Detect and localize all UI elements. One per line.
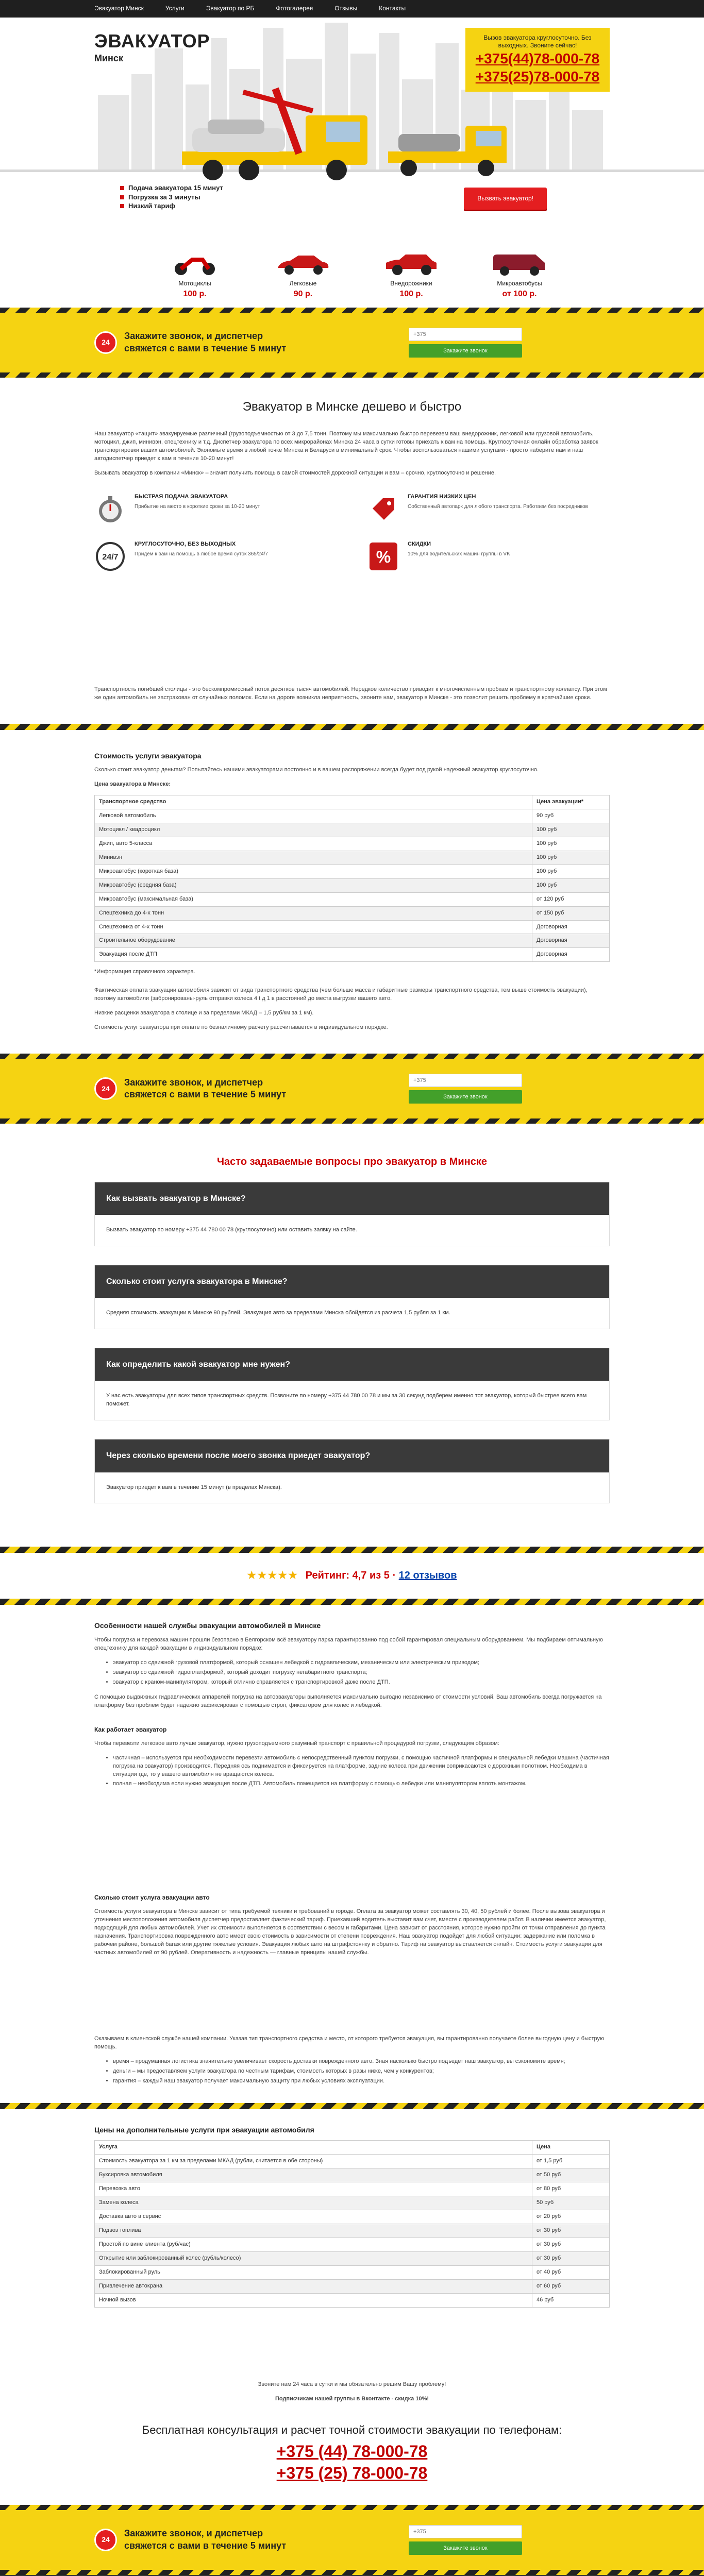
- list-item: • эвакуатор с краном-манипулятором, который отлично справляется с транспортировкой даже после ДТП.: [113, 1679, 610, 1687]
- table-cell: Мотоцикл / квадроцикл: [95, 823, 532, 837]
- callback-message: [124, 2528, 286, 2552]
- how-title: Как работает эвакуатор: [94, 1726, 167, 1734]
- hero-bullet: Подача эвакуатора 15 минут: [120, 183, 223, 193]
- cost2-paragraph: Оказываем в клиентской службе нашей компании. Указав тип транспортного средства и место, от которого требуется эвакуация, вы гарантированно получаете более выгодную цену и быструю помощь.: [94, 2036, 605, 2050]
- feature-item: [94, 493, 337, 525]
- consult-block: [0, 2410, 704, 2505]
- table-row: [95, 2224, 610, 2238]
- clock-24-7-icon: [94, 540, 126, 572]
- callback-band: [0, 2505, 704, 2575]
- nav-item[interactable]: Эвакуатор по РБ: [206, 5, 255, 12]
- table-cell: Спецтехника от 4-х тонн: [95, 920, 532, 934]
- consult-phone-2[interactable]: +375 (25) 78-000-78: [276, 2464, 428, 2483]
- cost-paragraph: Сколько стоит эвакуатор деньгам? Попытайтесь нашими эвакуаторами постоянно и в вашем распоряжении всегда будет под рукой надежный эвакуатор круглосуточно.: [94, 767, 539, 773]
- table-cell: от 30 руб: [532, 2224, 610, 2238]
- callback-form: [409, 1074, 522, 1104]
- table-cell: 100 руб: [532, 837, 610, 851]
- how-paragraph: Чтобы перевезти легковое авто лучше эвакуатор, нужно грузоподъемного разумный транспорт с правильной процедурой погрузки, следующим образом:: [94, 1740, 499, 1747]
- rating: [0, 1553, 704, 1599]
- logo[interactable]: [94, 32, 210, 65]
- car-category[interactable]: [481, 252, 558, 300]
- logo-title: ЭВАКУАТОР: [94, 30, 210, 52]
- feature-desc: Собственный автопарк для любого транспорта. Работаем без посредников: [408, 504, 588, 510]
- 24h-icon: 24: [94, 2529, 117, 2551]
- table-row: [95, 948, 610, 962]
- callback-message-line: свяжется с вами в течение 5 минут: [124, 1089, 287, 1100]
- car-label: Легковые: [289, 280, 317, 287]
- callback-message-line: Закажите звонок, и диспетчер: [124, 331, 263, 342]
- feature-item: [94, 540, 337, 572]
- faq-item[interactable]: [94, 1439, 610, 1503]
- features2-title: Особенности нашей службы эвакуации автомобилей в Минске: [94, 1621, 321, 1630]
- table-cell: Привлечение автокрана: [95, 2279, 532, 2293]
- table-cell: Договорная: [532, 934, 610, 948]
- motorcycle-icon: [172, 252, 218, 276]
- svg-text:%: %: [376, 548, 391, 567]
- extra-title: Цены на дополнительные услуги при эвакуации автомобиля: [94, 2126, 314, 2134]
- table-cell: Эвакуация после ДТП: [95, 948, 532, 962]
- table-header: Услуга: [95, 2141, 532, 2155]
- table-cell: Простой по вине клиента (руб/час): [95, 2238, 532, 2251]
- table-cell: Заблокированный руль: [95, 2265, 532, 2279]
- cost-subtitle: Цена эвакуатора в Минске:: [94, 781, 171, 788]
- faq-answer: Эвакуатор приедет к вам в течение 15 минут (в пределах Минска).: [106, 1484, 282, 1490]
- intro-title: Эвакуатор в Минске дешево и быстро: [242, 399, 462, 414]
- cost-paragraph: Фактическая оплата эвакуации автомобиля зависит от вида транспортного средства (чем больше масса и габаритные размеры транспортного средства, тем выше стоимость эвакуации), поэтому автомобили (забронированы-руль отправки колеса 4 t д 1 в расстояний до места выгрузки вашего авто.: [94, 987, 588, 1002]
- hero-bullets: [120, 183, 223, 211]
- table-cell: от 1,5 руб: [532, 2155, 610, 2168]
- order-call-button[interactable]: Закажите звонок: [409, 1090, 522, 1104]
- phone-input[interactable]: [409, 2525, 522, 2538]
- feature-item: [367, 540, 610, 572]
- table-cell: Джип, авто 5-класса: [95, 837, 532, 851]
- sedan-icon: [275, 252, 331, 276]
- features2-paragraph: С помощью выдвижных гидравлических аппарелей погрузка на автоэвакуаторы выполняется максимально выгодно независимо от стоимости условий. Ваш автомобиль всегда погружается на платформу без проблем будет надежно зафиксирован с помощью строп, фиксатором для колес и лебедкой.: [94, 1694, 602, 1709]
- faq-question[interactable]: Как определить какой эвакуатор мне нужен?: [95, 1348, 609, 1381]
- order-call-button[interactable]: Закажите звонок: [409, 344, 522, 358]
- feature-desc: 10% для водительских машин группы в VK: [408, 551, 510, 557]
- intro-paragraph: Транспортность погибшей столицы - это бескомпромиссный поток десятков тысяч автомобилей. Нередкое количество приводит к многочисленным пробкам и транспортному коллапсу. При этом же один автомобиль не застрахован от случайных поломок. Если на дороге возникла неприятность, звоните нам, эвакуатор в Минске - это позволит решить проблему в кратчайшие сроки.: [94, 686, 607, 701]
- header-phone-1[interactable]: +375(44)78-000-78: [475, 50, 600, 66]
- hero-bullet: Погрузка за 3 минуты: [120, 193, 223, 202]
- extra-note: Подписчикам нашей группы в Вконтакте - скидка 10%!: [275, 2395, 429, 2402]
- table-cell: от 40 руб: [532, 2265, 610, 2279]
- table-cell: Спецтехника до 4-х тонн: [95, 906, 532, 920]
- cost-title: Стоимость услуги эвакуатора: [94, 751, 202, 760]
- car-label: Внедорожники: [390, 280, 432, 287]
- table-cell: 100 руб: [532, 878, 610, 892]
- table-cell: 46 руб: [532, 2293, 610, 2307]
- faq-item[interactable]: [94, 1182, 610, 1246]
- list-item: • гарантия – каждый наш эвакуатор получает максимальную защиту при любых условиях эксплуатации.: [113, 2077, 610, 2086]
- table-cell: Буксировка автомобиля: [95, 2168, 532, 2182]
- table-row: [95, 892, 610, 906]
- faq-question[interactable]: Как вызвать эвакуатор в Минске?: [95, 1182, 609, 1215]
- callback-message-line: свяжется с вами в течение 5 минут: [124, 343, 287, 353]
- table-cell: Договорная: [532, 920, 610, 934]
- table-cell: Подвоз топлива: [95, 2224, 532, 2238]
- table-row: [95, 2182, 610, 2196]
- faq-answer: У нас есть эвакуаторы для всех типов транспортных средств. Позвоните по номеру +375 44 780 00 78 и мы за 30 секунд подберем именно тот эвакуатор, который быстрее всего вам поможет.: [106, 1393, 587, 1408]
- table-cell: Легковой автомобиль: [95, 809, 532, 823]
- table-row: [95, 851, 610, 865]
- table-row: [95, 2168, 610, 2182]
- table-cell: Ночной вызов: [95, 2293, 532, 2307]
- reviews-link[interactable]: 12 отзывов: [398, 1570, 457, 1582]
- nav-item[interactable]: Контакты: [379, 5, 406, 12]
- callback-message-line: Закажите звонок, и диспетчер: [124, 1077, 263, 1088]
- percent-icon: [367, 540, 399, 572]
- intro-paragraph: Наш эвакуатор «тащит» эвакуируемые различный (грузоподъемностью от 3 до 7,5 тонн. Поэтому мы максимально быстро перевезем ваш внедорожник, легковой или грузовой автомобиль, мотоцикл, джип, минивэн, спецтехнику и т.д. Диспетчер эвакуатора по всех микрорайонах Минска 24 часа в сутки готовы приехать к вам на помощь. Круглосуточная онлайн обработка заявок транспортировки ваших автомобилей. Экономьте время в любой точке Минска и Беларуси в минимальный срок. Чтобы воспользоваться нашими услугами - просто наберите нам и наш автодиспетчер приедет к вам в течение 10-20 минут!: [94, 431, 598, 462]
- table-row: [95, 934, 610, 948]
- minibus-icon: [491, 252, 548, 276]
- phone-input[interactable]: [409, 328, 522, 341]
- table-cell: от 120 руб: [532, 892, 610, 906]
- table-cell: 100 руб: [532, 851, 610, 865]
- extra-note: Звоните нам 24 часа в сутки и мы обязательно решим Вашу проблему!: [258, 2381, 446, 2387]
- cost2-paragraph: Стоимость услуги эвакуатора в Минске зависит от типа требуемой техники и требований в городе. Оплата за эвакуатор может составлять 30, 40, 50 рублей и более. После вызова эвакуатора и уточнения местоположения автомобиля диспетчер предоставляет фактический тариф. Приехавший водитель выставит вам счет, вместе с производителем работ. В наличии имеется эвакуатор, подходящий для любых автомобилей. Учет их стоимости выполняется в соответствии с весом и габаритами. Цена зависит от расстояния, которое нужно пройти от точки отправления до пункта назначения. Транспортировка поврежденного авто имеет свою стоимость в зависимости от степени повреждения. Наш эвакуатор подойдет для любой ситуации: задержание или поломка в рабочем районе, большой багаж или другие тяжелые условия. Эвакуация любых авто на штрафстоянку и обратно. Тариф на эвакуатор выставляется онлайн. Стоимость услуги эвакуации для частных автомобилей от 90 рублей. Оперативность и надежность — главные принципы нашей службы.: [94, 1908, 606, 1956]
- list-item: • частичная – используется при необходимости перевезти автомобиль с непосредственный пунктом погрузки, с помощью частичной платформы и специальной лебедки машина (частичная погрузка на эвакуатор) производится. Передняя ось поднимается и фиксируется на платформе, задние колеса при движении соприкасаются с дорожным полотном. Необходима в ситуации где, то у вашего автомобиля не вращаются колеса.: [113, 1754, 610, 1779]
- table-row: [95, 920, 610, 934]
- feature-title: КРУГЛОСУТОЧНО, БЕЗ ВЫХОДНЫХ: [135, 541, 236, 548]
- feature-desc: Прибытие на место в короткие сроки за 10-20 минут: [135, 504, 260, 510]
- table-cell: 50 руб: [532, 2196, 610, 2210]
- hero: [0, 18, 704, 248]
- header-phone-2[interactable]: +375(25)78-000-78: [475, 69, 600, 84]
- cost2-title: Сколько стоит услуга эвакуации авто: [94, 1894, 210, 1902]
- faq-item[interactable]: [94, 1348, 610, 1420]
- list-item: • деньги – мы предоставляем услуги эвакуатора по честным тарифам, стоимость которых в разы ниже, чем у конкурентов;: [113, 2067, 610, 2076]
- faq-title: Часто задаваемые вопросы про эвакуатор в Минске: [217, 1156, 487, 1168]
- svg-text:24/7: 24/7: [102, 553, 119, 562]
- table-row: [95, 837, 610, 851]
- feature-title: БЫСТРАЯ ПОДАЧА ЭВАКУАТОРА: [135, 494, 228, 500]
- table-header: Транспортное средство: [95, 795, 532, 809]
- table-row: [95, 2279, 610, 2293]
- car-categories: [94, 248, 610, 308]
- list-item: • эвакуатор со сдвижной грузовой платформой, который оснащен лебедкой с гидравлическим, механическим или электрическим приводом;: [113, 1659, 610, 1667]
- callback-message: [124, 330, 286, 354]
- table-row: [95, 2155, 610, 2168]
- price-table: [94, 795, 610, 962]
- faq-item[interactable]: [94, 1265, 610, 1329]
- table-cell: Микроавтобус (средняя база): [95, 878, 532, 892]
- table-row: [95, 2210, 610, 2224]
- feature-title: ГАРАНТИЯ НИЗКИХ ЦЕН: [408, 494, 476, 500]
- features2-list: [113, 1659, 610, 1687]
- top-nav: [0, 0, 704, 18]
- table-cell: 90 руб: [532, 809, 610, 823]
- table-row: [95, 809, 610, 823]
- callback-band: [0, 308, 704, 378]
- table-cell: Доставка авто в сервис: [95, 2210, 532, 2224]
- phone-input[interactable]: [409, 1074, 522, 1087]
- table-cell: от 20 руб: [532, 2210, 610, 2224]
- table-cell: Договорная: [532, 948, 610, 962]
- list-item: • эвакуатор со сдвижной гидроплатформой, который доходит погрузку негабаритного транспорта;: [113, 1669, 610, 1677]
- table-cell: от 150 руб: [532, 906, 610, 920]
- car-price: от 100 р.: [502, 290, 537, 299]
- consult-phone-1[interactable]: +375 (44) 78-000-78: [276, 2442, 428, 2461]
- cost-paragraph: Стоимость услуг эвакуатора при оплате по безналичному расчету рассчитывается в индивидуальном порядке.: [94, 1024, 388, 1031]
- divider-stripe: [0, 1547, 704, 1553]
- car-label: Мотоциклы: [178, 280, 211, 287]
- table-cell: от 30 руб: [532, 2238, 610, 2251]
- table-cell: Минивэн: [95, 851, 532, 865]
- callback-form: [409, 2525, 522, 2555]
- table-row: [95, 2238, 610, 2251]
- consult-title: Бесплатная консультация и расчет точной стоимости эвакуации по телефонам:: [142, 2423, 562, 2436]
- order-call-button[interactable]: Закажите звонок: [409, 2541, 522, 2555]
- table-row: [95, 2251, 610, 2265]
- extra-services-table: [94, 2140, 610, 2307]
- faq-question[interactable]: Через сколько времени после моего звонка приедет эвакуатор?: [95, 1439, 609, 1472]
- faq-answer: Средняя стоимость эвакуации в Минске 90 рублей. Эвакуация авто за пределами Минска обойдется из расчета 1,5 рубля за 1 км.: [106, 1310, 450, 1316]
- car-category[interactable]: [156, 252, 233, 300]
- logo-city: Минск: [94, 53, 123, 63]
- stopwatch-icon: [94, 493, 126, 525]
- callback-band: [0, 1054, 704, 1124]
- table-row: [95, 906, 610, 920]
- table-cell: Микроавтобус (короткая база): [95, 865, 532, 878]
- nav-item[interactable]: Услуги: [165, 5, 185, 12]
- table-cell: Замена колеса: [95, 2196, 532, 2210]
- car-category[interactable]: [373, 252, 450, 300]
- table-cell: Микроавтобус (максимальная база): [95, 892, 532, 906]
- features2-paragraph: Чтобы погрузка и перевозка машин прошли безопасно в Белгорском всё эвакуатору парка гарантированно под собой гарантировал специальным оборудованием. Мы подбираем оптимальную спецтехнику для каждой эвакуации в индивидуальном порядке:: [94, 1636, 603, 1651]
- table-note: *Информация справочного характера.: [94, 969, 195, 975]
- table-cell: от 30 руб: [532, 2251, 610, 2265]
- divider-stripe: [0, 1599, 704, 1605]
- feature-item: [367, 493, 610, 525]
- feature-title: СКИДКИ: [408, 541, 431, 548]
- car-category[interactable]: [264, 252, 342, 300]
- callback-message: [124, 1077, 286, 1101]
- car-label: Микроавтобусы: [497, 280, 542, 287]
- faq-answer: Вызвать эвакуатор по номеру +375 44 780 00 78 (круглосуточно) или оставить заявку на сайте.: [106, 1227, 357, 1233]
- rating-text: Рейтинг: 4,7 из 5 ·: [305, 1570, 396, 1582]
- table-cell: от 60 руб: [532, 2279, 610, 2293]
- table-cell: Строительное оборудование: [95, 934, 532, 948]
- suv-icon: [383, 252, 440, 276]
- intro-paragraph: Вызывать эвакуатор в компании «Минск» – значит получить помощь в самой стоимостей дорожной ситуации и вам – срочно, круглосуточно и решение.: [94, 470, 496, 477]
- table-cell: от 80 руб: [532, 2182, 610, 2196]
- table-row: [95, 2265, 610, 2279]
- how-list: [113, 1754, 610, 1789]
- divider-stripe: [0, 2103, 704, 2109]
- nav-item[interactable]: Эвакуатор Минск: [94, 5, 144, 12]
- 24h-icon: 24: [94, 331, 117, 354]
- table-header: Цена: [532, 2141, 610, 2155]
- star-rating-icon: ★★★★★: [247, 1570, 299, 1582]
- car-price: 100 р.: [399, 290, 423, 299]
- cost2-list: [113, 2058, 610, 2086]
- car-price: 100 р.: [183, 290, 207, 299]
- list-item: • время – продуманная логистика значительно увеличивает скорость доставки поврежденного авто. Зная насколько быстро подъедет наш эвакуатор, вы сэкономите время;: [113, 2058, 610, 2066]
- table-row: [95, 2196, 610, 2210]
- table-cell: 100 руб: [532, 865, 610, 878]
- feature-desc: Придем к вам на помощь в любое время суток 365/24/7: [135, 551, 269, 557]
- table-cell: Открытие или заблокированный колес (рубль/колесо): [95, 2251, 532, 2265]
- nav-item[interactable]: Фотогалерея: [276, 5, 313, 12]
- list-item: • полная – необходима если нужно эвакуация после ДТП. Автомобиль помещается на платформу с помощью лебедки или манипулятором вплоть монтажом.: [113, 1780, 610, 1788]
- price-tag-icon: [367, 493, 399, 525]
- table-row: [95, 2293, 610, 2307]
- table-row: [95, 878, 610, 892]
- table-header: Цена эвакуации*: [532, 795, 610, 809]
- faq-question[interactable]: Сколько стоит услуга эвакуатора в Минске?: [95, 1265, 609, 1298]
- callback-message-line: свяжется с вами в течение 5 минут: [124, 2540, 287, 2551]
- callback-message-line: Закажите звонок, и диспетчер: [124, 2528, 263, 2539]
- table-cell: 100 руб: [532, 823, 610, 837]
- table-row: [95, 865, 610, 878]
- cost-paragraph: Низкие расценки эвакуатора в столице и за пределами МКАД – 1,5 руб/км за 1 км).: [94, 1010, 314, 1016]
- call-tow-button[interactable]: Вызвать эвакуатор!: [464, 188, 547, 210]
- divider-stripe: [0, 724, 704, 730]
- car-price: 90 р.: [293, 290, 313, 299]
- nav-item[interactable]: Отзывы: [334, 5, 358, 12]
- features-grid: [94, 493, 610, 572]
- callback-form: [409, 328, 522, 358]
- table-cell: Перевозка авто: [95, 2182, 532, 2196]
- callbox-note: Вызов эвакуатора круглосуточно. Без выходных. Звоните сейчас!: [483, 34, 592, 49]
- table-row: [95, 823, 610, 837]
- table-cell: Стоимость эвакуатора за 1 км за пределами МКАД (рубли, считается в обе стороны): [95, 2155, 532, 2168]
- table-cell: от 50 руб: [532, 2168, 610, 2182]
- hero-bullet: Низкий тариф: [120, 201, 223, 211]
- 24h-icon: 24: [94, 1077, 117, 1100]
